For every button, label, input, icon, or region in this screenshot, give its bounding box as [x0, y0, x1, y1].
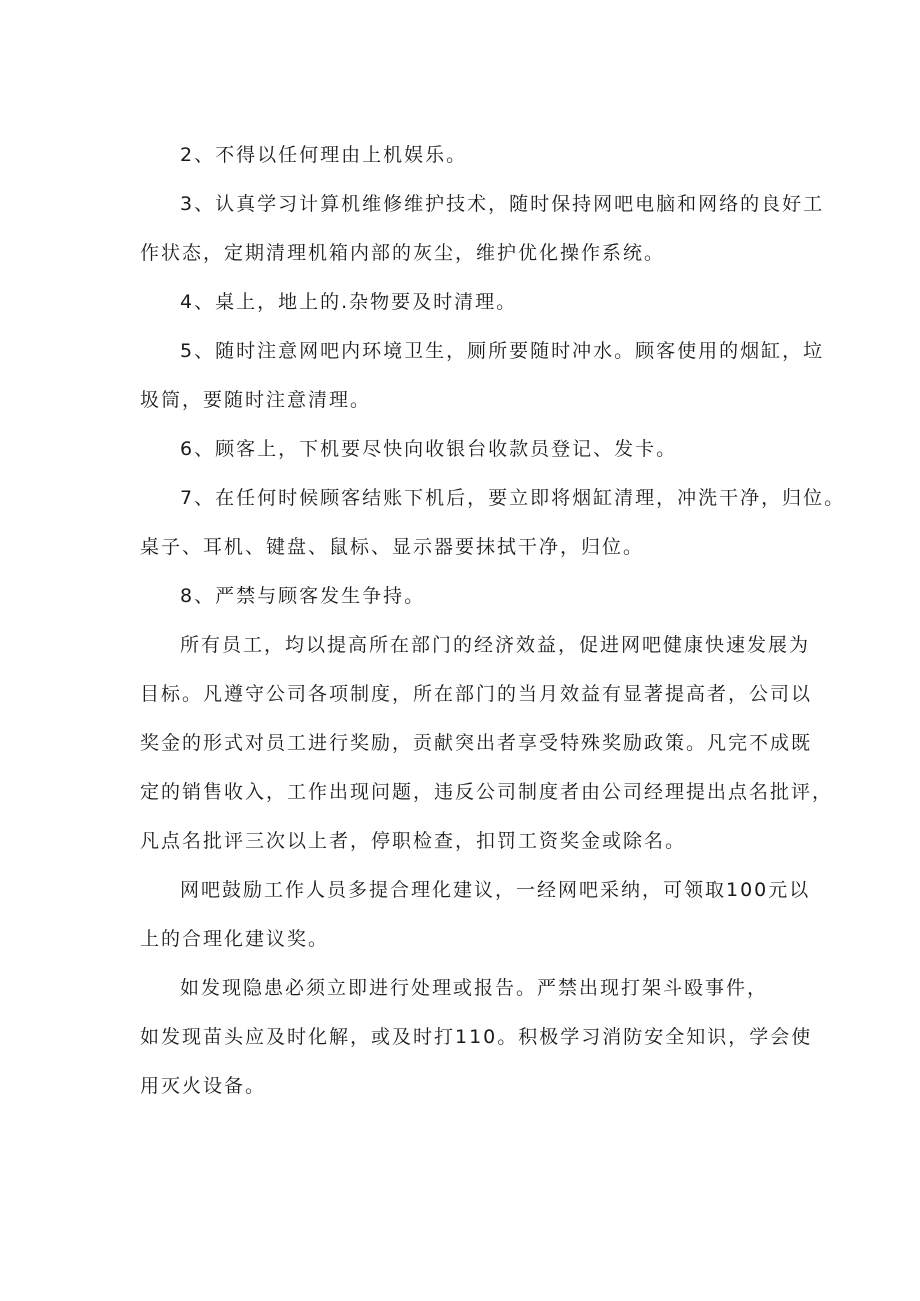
item-3-line-1: 3、认真学习计算机维修维护技术，随时保持网吧电脑和网络的良好工: [180, 193, 825, 215]
item-4-line-1: 4、桌上，地上的.杂物要及时清理。: [180, 291, 518, 313]
item-5-line-1: 5、随时注意网吧内环境卫生，厕所要随时冲水。顾客使用的烟缸，垃: [180, 340, 825, 362]
item-5-line-2: 圾筒，要随时注意清理。: [140, 389, 372, 411]
paragraph-2-line-1: 网吧鼓励工作人员多提合理化建议，一经网吧采纳，可领取100元以: [180, 879, 811, 901]
item-7-line-2: 桌子、耳机、键盘、鼠标、显示器要抹拭干净，归位。: [140, 536, 645, 558]
item-7-line-1: 7、在任何时候顾客结账下机后，要立即将烟缸清理，冲洗干净，归位。: [180, 487, 846, 509]
paragraph-1-line-3: 奖金的形式对员工进行奖励，贡献突出者享受特殊奖励政策。凡完不成既: [140, 732, 813, 754]
paragraph-1-line-5: 凡点名批评三次以上者，停职检查，扣罚工资奖金或除名。: [140, 830, 687, 852]
paragraph-1-line-1: 所有员工，均以提高所在部门的经济效益，促进网吧健康快速发展为: [180, 634, 811, 656]
paragraph-2-line-2: 上的合理化建议奖。: [140, 928, 330, 950]
paragraph-3-line-2: 如发现苗头应及时化解，或及时打110。积极学习消防安全知识，学会使: [140, 1026, 813, 1048]
paragraph-1-line-4: 定的销售收入，工作出现问题，违反公司制度者由公司经理提出点名批评，: [140, 781, 834, 803]
item-3-line-2: 作状态，定期清理机箱内部的灰尘，维护优化操作系统。: [140, 242, 666, 264]
item-2-line-1: 2、不得以任何理由上机娱乐。: [180, 144, 468, 166]
paragraph-1-line-2: 目标。凡遵守公司各项制度，所在部门的当月效益有显著提高者，公司以: [140, 683, 813, 705]
paragraph-3-line-1: 如发现隐患必须立即进行处理或报告。严禁出现打架斗殴事件，: [180, 977, 769, 999]
item-6-line-1: 6、顾客上，下机要尽快向收银台收款员登记、发卡。: [180, 438, 678, 460]
paragraph-3-line-3: 用灭火设备。: [140, 1075, 267, 1097]
item-8-line-1: 8、严禁与顾客发生争持。: [180, 585, 426, 607]
